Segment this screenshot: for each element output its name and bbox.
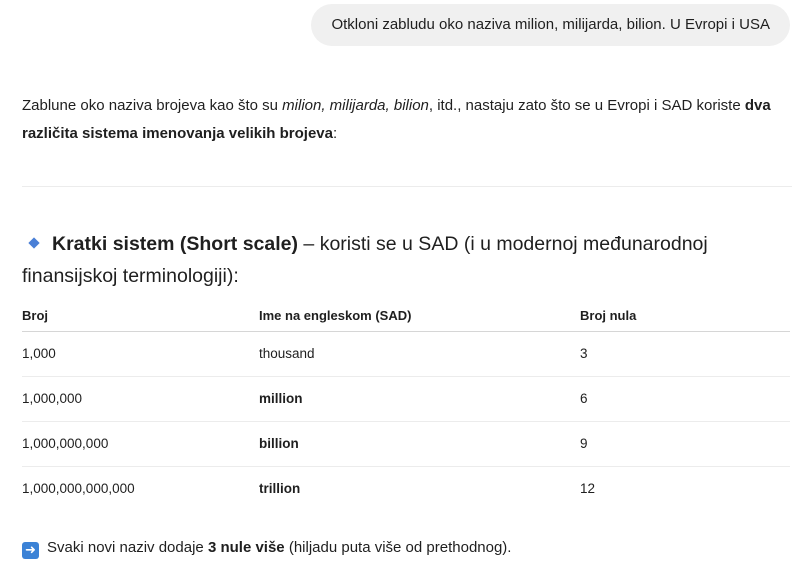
table-row bbox=[22, 422, 790, 467]
table-cell-number: 1,000,000,000 bbox=[22, 436, 109, 451]
user-message-text: Otkloni zabludu oko naziva milion, milijarda, bilion. U Evropi i USA bbox=[331, 16, 770, 33]
intro-paragraph bbox=[22, 92, 792, 148]
table-cell-number: 1,000 bbox=[22, 346, 56, 361]
section-heading-bold: Kratki sistem (Short scale) bbox=[52, 233, 299, 255]
intro-text-2: , itd., nastaju zato što se u Evropi i SAD koriste bbox=[428, 97, 745, 114]
table-cell-zeros: 9 bbox=[580, 436, 588, 451]
table-cell-zeros: 12 bbox=[580, 481, 596, 496]
section-divider bbox=[22, 186, 792, 187]
table-cell-name: trillion bbox=[259, 481, 301, 496]
table-header-ime: Ime na engleskom (SAD) bbox=[259, 308, 412, 323]
table-cell-number: 1,000,000,000,000 bbox=[22, 481, 135, 496]
footer-text-1: Svaki novi naziv dodaje bbox=[47, 539, 208, 556]
right-arrow-icon: ➜ bbox=[22, 542, 39, 559]
section-heading-rest: – koristi se u SAD (i u modernoj međunarodnoj finansijskoj terminologiji): bbox=[22, 233, 708, 287]
table-row bbox=[22, 332, 790, 377]
blue-diamond-icon bbox=[28, 238, 39, 249]
section-heading bbox=[22, 228, 792, 292]
table-cell-name: thousand bbox=[259, 346, 315, 361]
intro-text-1: Zablune oko naziva brojeva kao što su bbox=[22, 97, 283, 114]
table-header-broj: Broj bbox=[22, 308, 48, 323]
table-header-row bbox=[22, 300, 790, 332]
user-message-bubble bbox=[311, 4, 790, 46]
footer-note bbox=[22, 534, 792, 562]
intro-em-terms: milion, milijarda, bilion bbox=[282, 97, 429, 114]
table-cell-number: 1,000,000 bbox=[22, 391, 83, 406]
footer-text-2: (hiljadu puta više od prethodnog). bbox=[284, 539, 512, 556]
table-row bbox=[22, 377, 790, 422]
table-cell-zeros: 3 bbox=[580, 346, 588, 361]
table-cell-name: billion bbox=[259, 436, 299, 451]
table-cell-name: million bbox=[259, 391, 303, 406]
number-scale-table bbox=[22, 300, 790, 511]
intro-bold: dva različita sistema imenovanja velikih brojeva bbox=[22, 97, 771, 142]
table-header-broj-nula: Broj nula bbox=[580, 308, 637, 323]
table-row bbox=[22, 467, 790, 511]
intro-text-3: : bbox=[332, 125, 338, 142]
table-cell-zeros: 6 bbox=[580, 391, 588, 406]
footer-bold: 3 nule više bbox=[207, 539, 285, 556]
